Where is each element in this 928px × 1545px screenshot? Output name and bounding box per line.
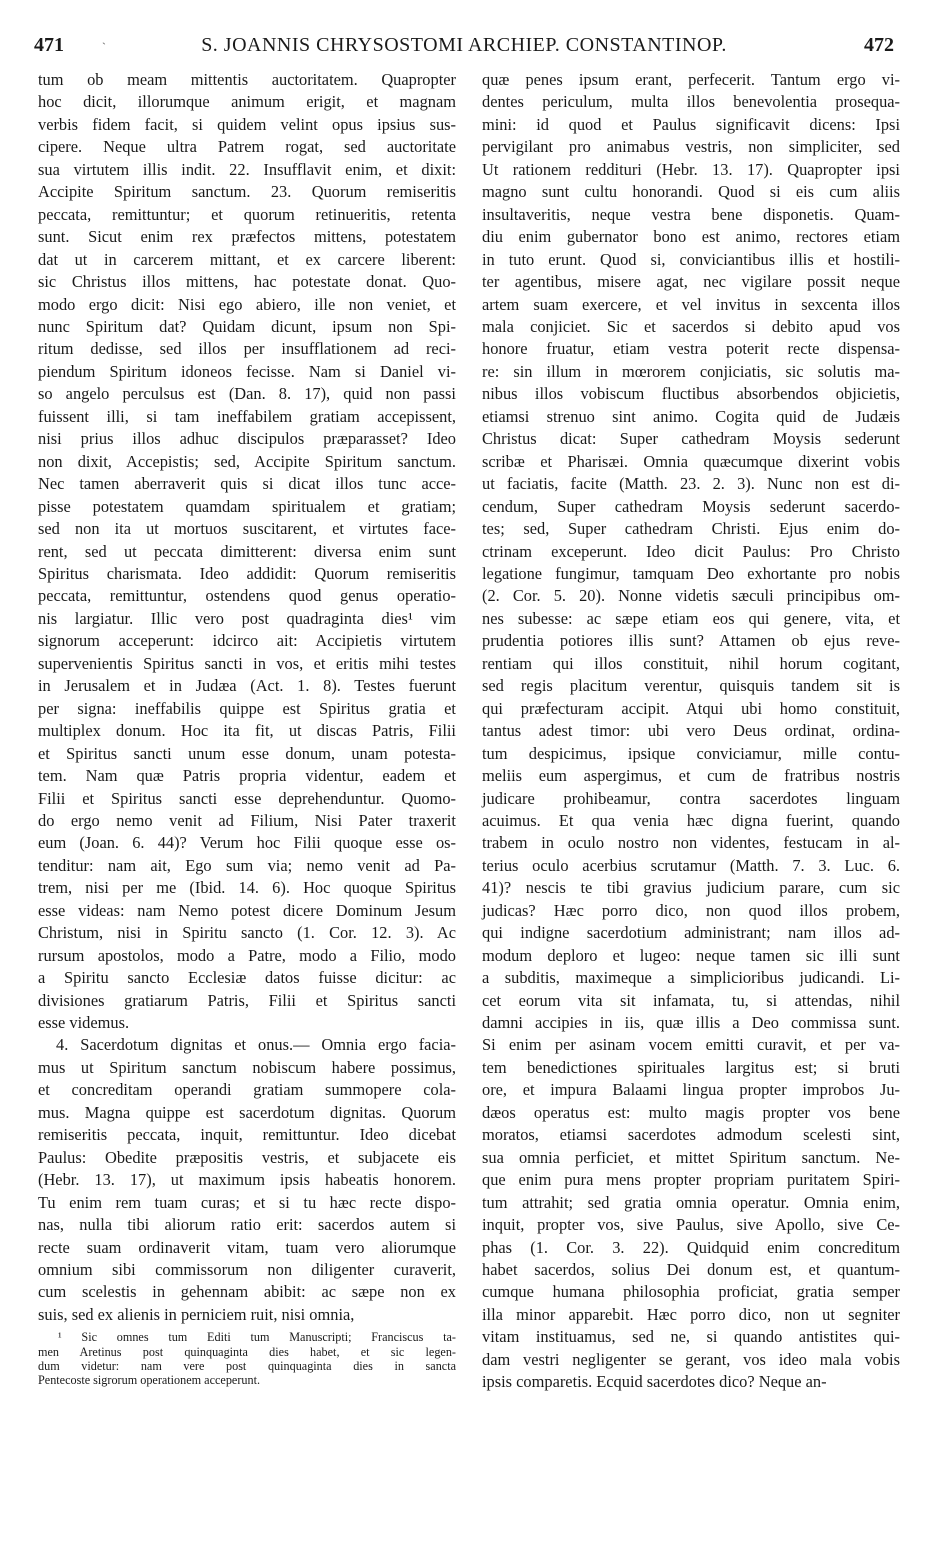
text-line: insultaveritis, neque vestra bene disponetis. Quam- — [482, 204, 900, 224]
text-line: esse videas: nam Nemo potest dicere Dominum Jesum — [38, 900, 456, 920]
text-line: tes; sed, Super cathedram Christi. Ejus enim do- — [482, 519, 900, 539]
text-line: sic Christus illos mittens, hac potestate donat. Quo- — [38, 272, 456, 292]
text-line: tenditur: nam ait, Ego sum via; nemo venit ad Pa- — [38, 855, 456, 875]
text-line: sunt. Sicut enim rex præfectos mittens, potestatem — [38, 227, 456, 247]
text-line: rentiam qui illos constituit, nihil horum cogitant, — [482, 653, 900, 673]
text-line: omnium sibi commissorum non diligenter curaverit, — [38, 1260, 456, 1280]
text-line: inquit, propter vos, sive Paulus, sive Apollo, sive Ce- — [482, 1215, 900, 1235]
text-line: mini: id quod et Paulus significavit dicens: Ipsi — [482, 114, 900, 134]
text-line: per signa: ineffabilis quippe est Spiritus gratia et — [38, 698, 456, 718]
text-line: acuimus. Et qua venia hæc digna fuerint, quando — [482, 810, 900, 830]
text-line: modo ergo dicit: Nisi ego abiero, ille non veniet, et — [38, 294, 456, 314]
text-line: Paulus: Obedite præpositis vestris, et subjacete eis — [38, 1147, 456, 1167]
text-line: sed non ita ut mortuos suscitarent, et virtutes face- — [38, 519, 456, 539]
text-line: eum (Joan. 6. 44)? Verum hoc Filii quoque esse os- — [38, 833, 456, 853]
text-line: tum attrahit; sed gratia omnia operatur. Omnia enim, — [482, 1192, 900, 1212]
text-line: qui indigne sacerdotium administrant; nam illos ad- — [482, 923, 900, 943]
text-line: Accipite Spiritum sanctum. 23. Quorum remiseritis — [38, 182, 456, 202]
text-line: damni accipies in iis, quæ illis a Deo commissa sunt. — [482, 1013, 900, 1033]
text-line: pisse potestatem quamdam spiritualem et gratiam; — [38, 496, 456, 516]
text-line: legatione fungimur, tamquam Deo exhortante pro nobis — [482, 563, 900, 583]
text-line: supervenientis Spiritus sancti in vos, et eritis mihi testes — [38, 653, 456, 673]
text-line: ctrinam exceperunt. Ideo dicit Paulus: Pro Christo — [482, 541, 900, 561]
text-line: habet sacerdos, solius Dei donum est, et quantum- — [482, 1260, 900, 1280]
footnote-line: dum videtur: nam vere post quinquaginta dies in sancta — [38, 1358, 456, 1373]
text-line: piendum Spiritum idoneos fecisse. Nam si Daniel vi- — [38, 361, 456, 381]
text-line: peccata, remittuntur; et quorum retinueritis, retenta — [38, 204, 456, 224]
text-line: tum despicimus, ipsique conviciamur, mille contu- — [482, 743, 900, 763]
text-line: sed regis placitum verentur, quisquis tandem sit is — [482, 676, 900, 696]
text-line: trabem in oculo nostro non videntes, festucam in al- — [482, 833, 900, 853]
text-line: magno sunt cultu honorandi. Quod si eis cum aliis — [482, 182, 900, 202]
text-line: diu enim gubernator bono est animo, rectores etiam — [482, 227, 900, 247]
text-line: do ergo nemo venit ad Filium, Nisi Pater traxerit — [38, 810, 456, 830]
text-line: Filii et Spiritus sancti esse deprehenduntur. Quomo- — [38, 788, 456, 808]
running-title: S. JOANNIS CHRYSOSTOMI ARCHIEP. CONSTANTINOP. — [201, 34, 727, 56]
text-line: Christum, nisi in Spiritu sancto (1. Cor. 12. 3). Ac — [38, 923, 456, 943]
text-line: re: sin illum in mœrorem conjiciatis, sic solutis ma- — [482, 361, 900, 381]
text-line: divisiones gratiarum Patris, Filii et Spiritus sancti — [38, 990, 456, 1010]
text-line: Si enim per asinam vocem emitti curavit, et per va- — [482, 1035, 900, 1055]
footnote-line: Pentecoste sigrorum operationem acceperunt. — [38, 1372, 260, 1387]
text-line: 4. Sacerdotum dignitas et onus.— Omnia ergo facia- — [56, 1035, 456, 1055]
text-line: cet eorum vita sit infamata, tu, si attendas, nihil — [482, 990, 900, 1010]
text-line: et concreditam operandi gratiam summopere cola- — [38, 1080, 456, 1100]
text-line: ore, et impura Balaami lingua propter improbos Ju- — [482, 1080, 900, 1100]
text-line: judicare prohibeamur, contra sacerdotes linguam — [482, 788, 900, 808]
text-line: a Spiritu sancto Ecclesiæ datos fuisse dicitur: ac — [38, 968, 456, 988]
text-line: mus. Magna quippe est sacerdotum dignitas. Quorum — [38, 1102, 456, 1122]
text-line: Christus dicat: Super cathedram Moysis sederunt — [482, 429, 900, 449]
text-line: 41)? nescis te tibi gravius judicium parare, cum sic — [482, 878, 900, 898]
text-line: honore fruatur, etiam vestra poterit recte dispensa- — [482, 339, 900, 359]
text-line: ut faciatis, facite (Matth. 23. 2. 3). Nunc non est di- — [482, 474, 900, 494]
text-line: etiamsi strenuo sint animo. Cogita quid de Judæis — [482, 406, 900, 426]
text-line: Tu enim rem tuam curas; et si tu hæc recte dispo- — [38, 1192, 456, 1212]
text-line: illa minor apparebit. Hæc porro dico, non ut segniter — [482, 1304, 900, 1324]
text-line: hoc dicit, illorumque animum erigit, et magnam — [38, 92, 456, 112]
text-line: Spiritus charismata. Ideo addidit: Quorum remiseritis — [38, 563, 456, 583]
text-line: meliis eum aspergimus, et cum de fratribus nostris — [482, 766, 900, 786]
text-line: multiplex donum. Hoc ita fit, ut discas Patris, Filii — [38, 721, 456, 741]
text-line: scribæ et Pharisæi. Omnia quæcumque dixerint vobis — [482, 451, 900, 471]
text-line: dæos operatus est: multo magis propter vos bene — [482, 1102, 900, 1122]
text-line: mala conjiciet. Sic et sacerdos si debito apud vos — [482, 316, 900, 336]
text-line: ter agentibus, misere agat, nec vigilare possit neque — [482, 272, 900, 292]
text-line: et Spiritus sancti unum esse donum, unam potesta- — [38, 743, 456, 763]
text-line: (Hebr. 13. 17), ut maximum ipsis habeatis honorem. — [38, 1170, 456, 1190]
text-line: artem suam exercere, et vel invitus in sexcenta illos — [482, 294, 900, 314]
text-line: recte suam ordinaverit vitam, tuam vero aliorumque — [38, 1237, 456, 1257]
text-line: trem, nisi per me (Ibid. 14. 6). Hoc quoque Spiritus — [38, 878, 456, 898]
right-page-number: 472 — [864, 34, 894, 56]
text-line: rent, sed ut peccata dimitterent: diversa enim sunt — [38, 541, 456, 561]
text-line: Nec tamen aberraverit quis si dicat illos tunc acce- — [38, 474, 456, 494]
text-line: cum scelestis in gehennam abibit: ac sæpe non ex — [38, 1282, 456, 1302]
text-line: nisi prius illos adhuc discipulos præparasset? Ideo — [38, 429, 456, 449]
text-line: sua omnia perficiet, et mittet Spiritum sanctum. Ne- — [482, 1147, 900, 1167]
text-line: prudentia potiores illis sunt? Attamen ob ejus reve- — [482, 631, 900, 651]
footnote-line: ¹ Sic omnes tum Editi tum Manuscripti; Franciscus ta- — [58, 1330, 456, 1345]
text-line: modum deploro et lugeo: neque tamen sic illi sunt — [482, 945, 900, 965]
text-line: quæ penes ipsum erant, perfecerit. Tantum ergo vi- — [482, 70, 900, 89]
text-line: fuissent illi, si tam ineffabilem gratiam accepissent, — [38, 406, 456, 426]
page-header — [28, 34, 900, 64]
text-line: nibus illos vobiscum fluctibus absorbendos objicietis, — [482, 384, 900, 404]
text-line: phas (1. Cor. 3. 22). Quidquid enim concreditum — [482, 1237, 900, 1257]
left-column — [38, 69, 456, 1387]
footnote-block — [38, 1330, 456, 1387]
text-line: remiseritis peccata, inquit, remittuntur. Ideo dicebat — [38, 1125, 456, 1145]
text-line: que enim pura mens propter propriam puritatem Spiri- — [482, 1170, 900, 1190]
stray-mark: ` — [102, 40, 106, 54]
footnote-line: men Aretinus post quinquaginta dies habet, et sic legen- — [38, 1344, 456, 1359]
text-line: tem. Nam quæ Patris propria videntur, eadem et — [38, 766, 456, 786]
text-line: nis largiatur. Illic vero post quadraginta dies¹ vim — [38, 608, 456, 628]
text-line: cumque humana philosophia proficiat, gratia semper — [482, 1282, 900, 1302]
text-line: non dixit, Accepistis; sed, Accipite Spiritum sanctum. — [38, 451, 456, 471]
text-line: moratos, etiamsi sacerdotes admodum scelesti sint, — [482, 1125, 900, 1145]
text-line: sua virtutem illis indit. 22. Insufflavit enim, et dixit: — [38, 159, 456, 179]
text-line: in tuto erunt. Quod si, conviciantibus illis et hostili- — [482, 249, 900, 269]
text-line: tem benedictiones spirituales largitus est; si bruti — [482, 1057, 900, 1077]
text-line: dentes periculum, multa illos benevolentia prosequa- — [482, 92, 900, 112]
text-line: nunc Spiritum dat? Quidam dicunt, ipsum non Spi- — [38, 316, 456, 336]
text-line: dat ut in carcerem mittant, et ex carcere liberent: — [38, 249, 456, 269]
right-column — [482, 69, 900, 1394]
text-line: peccata, remittuntur, ostendens quod genus operatio- — [38, 586, 456, 606]
text-line: pervigilant pro animabus vestris, non simpliciter, sed — [482, 137, 900, 157]
text-line: a subditis, maximeque a simplicioribus judicandi. Li- — [482, 968, 900, 988]
text-line: in Jerusalem et in Judæa (Act. 1. 8). Testes fuerunt — [38, 676, 456, 696]
text-line: Ut rationem reddituri (Hebr. 13. 17). Quapropter ipsi — [482, 159, 900, 179]
text-line: rursum apostolos, modo a Patre, modo a Filio, modo — [38, 945, 456, 965]
text-line: qui præfecturam accipit. Atqui ubi homo constituit, — [482, 698, 900, 718]
text-line: dam vestri negligenter se gerant, vos ideo mala vobis — [482, 1349, 900, 1369]
text-line: so angelo perculsus est (Dan. 8. 17), quid non passi — [38, 384, 456, 404]
text-line: terius oculo acerbius scrutamur (Matth. 7. 3. Luc. 6. — [482, 855, 900, 875]
text-line: suis, sed ex alienis in perniciem ruit, nisi omnia, — [38, 1304, 355, 1324]
text-line: verbis fidem facit, si quidem velint opus ipsius sus- — [38, 114, 456, 134]
text-line: ritum dedisse, sed illos per insufflationem ad reci- — [38, 339, 456, 359]
text-line: cipere. Neque ultra Patrem rogat, sed auctoritate — [38, 137, 456, 157]
text-line: (2. Cor. 5. 20). Nonne videtis sæculi principibus om- — [482, 586, 900, 606]
text-line: nes subesse: ac sæpe etiam eos qui genere, vita, et — [482, 608, 900, 628]
text-line: ipsis comparetis. Ecquid sacerdotes dico? Neque an- — [482, 1372, 827, 1392]
text-line: nas, nulla tibi aliorum ratio erit: sacerdos autem si — [38, 1215, 456, 1235]
text-line: signorum acceperunt: idcirco ait: Accipietis virtutem — [38, 631, 456, 651]
text-line: vitam instituamus, sed ne, si quando antistites qui- — [482, 1327, 900, 1347]
text-line: tantus adest timor: ubi vero Deus ordinat, ordina- — [482, 721, 900, 741]
text-line: cendum, Super cathedram Moysis sederunt sacerdo- — [482, 496, 900, 516]
text-line: tum ob meam mittentis auctoritatem. Quapropter — [38, 70, 456, 89]
text-line: judicas? Hæc porro dico, non quod illos probem, — [482, 900, 900, 920]
text-line: mus ut Spiritum sanctum nobiscum habere possimus, — [38, 1057, 456, 1077]
text-line: esse videmus. — [38, 1013, 130, 1033]
left-page-number: 471 — [34, 34, 64, 56]
